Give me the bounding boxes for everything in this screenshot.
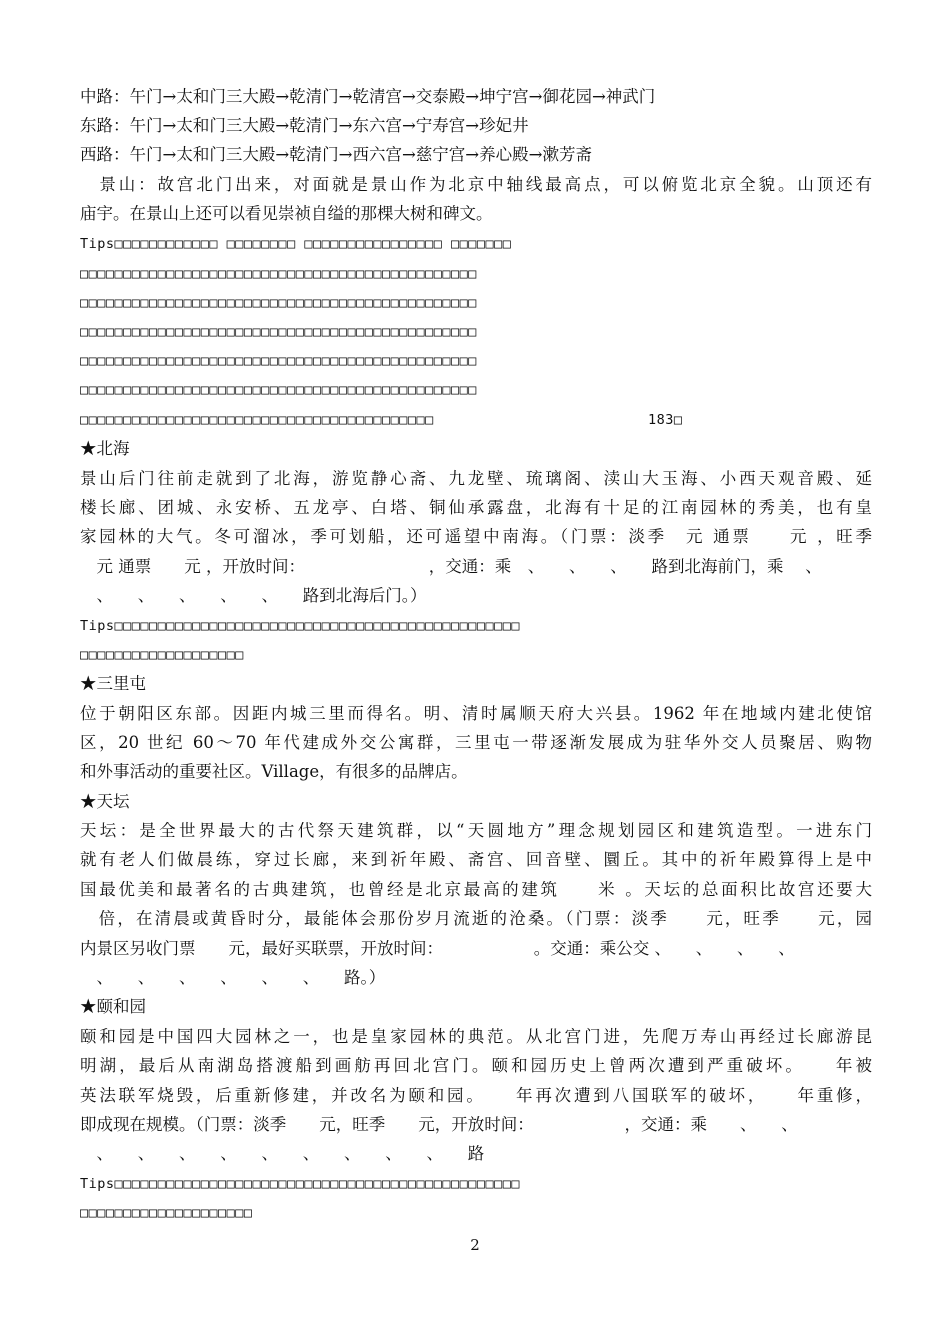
tips-page-ref: 183□ (648, 412, 683, 428)
tips-line: □□□□□□□□□□□□□□□□□□□□□□□□□□□□□□□□□□□□□□□□□□□□□□ (80, 324, 477, 340)
yiheyuan-paragraph-line: 、 、 、 、 、 、 、 、 、 路 (80, 1144, 485, 1163)
tips-line: □□□□□□□□□□□□□□□□□□□□□□□□□□□□□□□□□□□□□□□□□□□□□□ (80, 295, 477, 311)
tiantan-paragraph-line: 国最优美和最著名的古典建筑，也曾经是北京最高的建筑 米 。天坛的总面积比故宫还要大 (80, 880, 872, 899)
route-central: 中路：午门→太和门三大殿→乾清门→乾清宫→交泰殿→坤宁宫→御花园→神武门 (80, 87, 656, 106)
tips-line: □□□□□□□□□□□□□□□□□□□□□□□□□□□□□□□□□□□□□□□□□□□□□□ (80, 382, 477, 398)
jingshan-paragraph-line: 景山：故宫北门出来，对面就是景山作为北京中轴线最高点，可以俯览北京全貌。山顶还有 (80, 175, 872, 194)
yiheyuan-paragraph-line: 即成现在规模。（门票：淡季 元，旺季 元，开放时间： ，交通：乘 、 、 (80, 1115, 798, 1134)
section-heading-tiantan: ★天坛 (80, 792, 130, 811)
tiantan-paragraph-line: 倍，在清晨或黄昏时分，最能体会那份岁月流逝的沧桑。（门票：淡季 元，旺季 元，园 (80, 909, 872, 928)
beihai-paragraph-line: 、 、 、 、 、 路到北海后门。） (80, 586, 427, 605)
page-number: 2 (470, 1236, 480, 1254)
sanlitun-paragraph-line: 和外事活动的重要社区。Village，有很多的品牌店。 (80, 762, 468, 781)
section-heading-sanlitun: ★三里屯 (80, 674, 146, 693)
yiheyuan-paragraph-line: 英法联军烧毁，后重新修建，并改名为颐和园。 年再次遭到八国联军的破坏， 年重修， (80, 1086, 872, 1105)
tips-line: □□□□□□□□□□□□□□□□□□□ (80, 647, 244, 663)
route-west: 西路：午门→太和门三大殿→乾清门→西六宫→慈宁宫→养心殿→漱芳斋 (80, 145, 592, 164)
tiantan-paragraph-line: 就有老人们做晨练，穿过长廊，来到祈年殿、斋宫、回音壁、圜丘。其中的祈年殿算得上是中 (80, 850, 872, 869)
section-heading-beihai: ★北海 (80, 439, 130, 458)
beihai-paragraph-line: 家园林的大气。冬可溜冰，季可划船，还可遥望中南海。（门票：淡季 元 通票 元 ，旺季 (80, 527, 872, 546)
yiheyuan-paragraph-line: 颐和园是中国四大园林之一，也是皇家园林的典范。从北宫门进，先爬万寿山再经过长廊游昆 (80, 1027, 872, 1046)
route-east: 东路：午门→太和门三大殿→乾清门→东六宫→宁寿宫→珍妃井 (80, 116, 529, 135)
beihai-paragraph-line: 楼长廊、团城、永安桥、五龙亭、白塔、铜仙承露盘，北海有十足的江南园林的秀美，也有皇 (80, 498, 872, 517)
beihai-paragraph-line: 景山后门往前走就到了北海，游览静心斋、九龙壁、琉璃阁、渎山大玉海、小西天观音殿、延 (80, 469, 872, 488)
tips-line: Tips□□□□□□□□□□□□ □□□□□□□□ □□□□□□□□□□□□□□□□ □□□□□□□ (80, 236, 512, 252)
tiantan-paragraph-line: 内景区另收门票 元，最好买联票，开放时间： 。交通：乘公交 、 、 、 、 (80, 939, 795, 958)
tiantan-paragraph-line: 天坛：是全世界最大的古代祭天建筑群，以“天圆地方”理念规划园区和建筑造型。一进东门 (80, 821, 872, 840)
section-heading-yiheyuan: ★颐和园 (80, 997, 146, 1016)
tips-line: □□□□□□□□□□□□□□□□□□□□□□□□□□□□□□□□□□□□□□□□□□□□□□ (80, 266, 477, 282)
tips-line: □□□□□□□□□□□□□□□□□□□□□□□□□□□□□□□□□□□□□□□□□ (80, 412, 434, 428)
jingshan-paragraph-line: 庙宇。在景山上还可以看见崇祯自缢的那棵大树和碑文。 (80, 204, 493, 223)
beihai-paragraph-line: 元 通票 元 ，开放时间： ，交通：乘 、 、 、 路到北海前门，乘 、 (80, 557, 822, 576)
sanlitun-paragraph-line: 区，20 世纪 60～70 年代建成外交公寓群，三里屯一带逐渐发展成为驻华外交人员聚居、购物 (80, 733, 872, 752)
tips-line: Tips□□□□□□□□□□□□□□□□□□□□□□□□□□□□□□□□□□□□□□□□□□□□□□□ (80, 618, 521, 634)
yiheyuan-paragraph-line: 明湖，最后从南湖岛搭渡船到画舫再回北宫门。颐和园历史上曾两次遭到严重破坏。 年被 (80, 1056, 872, 1075)
tiantan-paragraph-line: 、 、 、 、 、 、 路。） (80, 968, 386, 987)
tips-line: □□□□□□□□□□□□□□□□□□□□ (80, 1205, 253, 1221)
sanlitun-paragraph-line: 位于朝阳区东部。因距内城三里而得名。明、清时属顺天府大兴县。1962 年在地域内建北使馆 (80, 704, 872, 723)
tips-line: □□□□□□□□□□□□□□□□□□□□□□□□□□□□□□□□□□□□□□□□□□□□□□ (80, 353, 477, 369)
tips-line: Tips□□□□□□□□□□□□□□□□□□□□□□□□□□□□□□□□□□□□□□□□□□□□□□□ (80, 1176, 521, 1192)
